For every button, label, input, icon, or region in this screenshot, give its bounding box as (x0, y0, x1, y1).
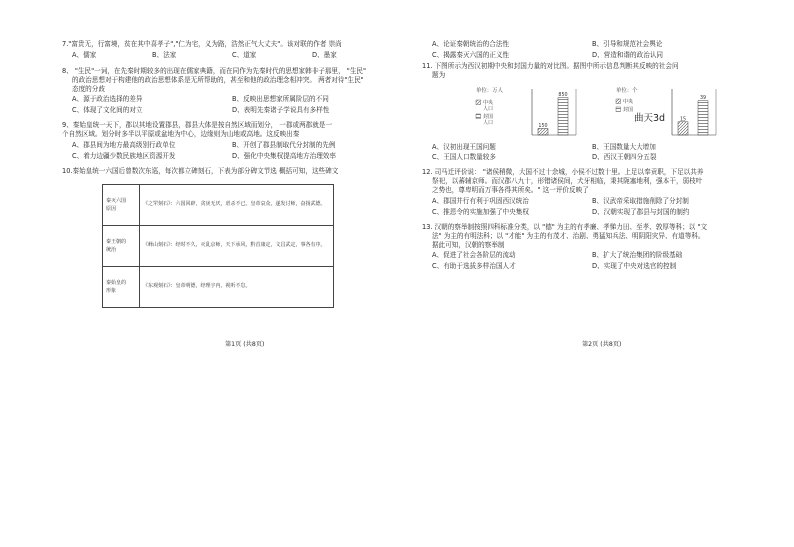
population-bar-chart (474, 83, 584, 141)
legend-label: 中央 (483, 99, 494, 106)
bar (678, 121, 688, 134)
option-a[interactable]: A、郡国并行有利于巩固西汉统治 (432, 197, 529, 206)
legend-swatch (616, 107, 621, 112)
question-11-stem-line-2: 题为 (432, 70, 446, 79)
question-11-stem-line-1: 11. 下图所示为西汉初期中央和封国力量的对比图。据图中所示信息判断其反映的社会问 (422, 61, 679, 70)
question-8-stem-line-3: 态度的分歧 (72, 84, 105, 93)
question-9-options (72, 141, 392, 163)
bar-value-label: 150 (538, 123, 548, 129)
row-label: 秦始皇的 形象 (103, 266, 140, 307)
question-10-stem: 10.秦始皇统一六国后曾数次东巡，每次都立碑刻石，下表为部分碑文节选 概括可知，这些碑文 (62, 166, 339, 175)
option-c[interactable]: C、有助于选拔多样治国人才 (432, 262, 516, 271)
question-12-options (432, 197, 752, 219)
question-13-stem-line-1: 13. 汉朝的察举制按照四科标准分类，以 "德" 为主的有孝廉、孝悌力田、至孝、敦厚等科；以 "文 (422, 222, 708, 231)
watermark-text: 曲天3d (634, 112, 666, 124)
row-label: 秦王朝的 统治 (103, 225, 140, 266)
legend-label: 人口 (483, 119, 494, 126)
option-c[interactable]: C、着力边疆少数民族地区资源开发 (72, 151, 176, 160)
row-content: 《东观刻石》：皇帝明德，经理宇内，视听不怠。 (140, 266, 334, 307)
option-b[interactable]: B、引导和规范社会舆论 (592, 40, 663, 48)
option-d[interactable]: D、强化中央集权提高地方治理效率 (232, 151, 336, 160)
question-8 (62, 67, 392, 117)
legend-swatch (476, 114, 481, 119)
question-11 (422, 62, 752, 165)
option-d[interactable]: D、表明先秦诸子学说具有多样性 (232, 106, 330, 115)
question-9-stem-line-1: 9、秦始皇统一天下，郡以其地设置郡县，郡县大体是按自然区域而划分， 一郡或两郡就是一 (62, 121, 333, 130)
option-c[interactable]: C、道家 (232, 50, 257, 59)
bar-value-label: 850 (558, 92, 568, 98)
row-content: 《峄山刻石》：经时不久，灭乱京师，天下承风，黔首康定，文昌武定，事各有序。 (140, 225, 334, 266)
bar-value-label: 15 (679, 116, 687, 122)
question-9 (62, 121, 392, 163)
option-d[interactable]: D、西汉王朝四分五裂 (592, 153, 657, 162)
table-row (103, 266, 334, 307)
option-c[interactable]: C、推恩令的实施加强了中央集权 (432, 207, 529, 216)
question-8-stem-line-1: 8、 "生民"一词，在先秦时期较多的出现在儒家典籍，而在同作为先秦时代的思想家韩非子那里， "生民" (62, 66, 367, 75)
page-1 (62, 40, 392, 308)
question-12-stem-line-2: 祭祀，以蕃辅京师。而汉郡八九十，形错诸侯间，犬牙相临，秉其阨塞地利，强本干，弱枝叶 (432, 177, 703, 186)
legend-label: 封国 (623, 106, 634, 113)
option-d[interactable]: D、营造和谐的政治认同 (592, 50, 664, 59)
option-c[interactable]: C、王国人口数量较多 (432, 153, 496, 162)
option-a[interactable]: A、论证秦朝统治的合法性 (432, 40, 510, 48)
option-b[interactable]: B、反映出思想家所属阶层的不同 (232, 95, 329, 104)
option-b[interactable]: B、汉武帝采取措施削除了分封制 (592, 197, 689, 206)
row-label: 秦灭六国 原因 (103, 184, 140, 225)
question-11-options (432, 143, 752, 165)
option-b[interactable]: B、王国数量大大增加 (592, 142, 656, 151)
y-axis-unit-label: 单位：个 (616, 87, 638, 94)
option-a[interactable]: A、源于政治选择的差异 (72, 95, 143, 104)
page-2-footer: 第2页 (共8页) (582, 341, 622, 348)
question-13-stem-line-2: 法" 为主的有明法科；以 "才能" 为主的有茂才、治剧、勇猛知兵法、明阴阳灾异、有道等科。 (432, 231, 705, 240)
question-8-options (72, 95, 392, 117)
option-b[interactable]: B、扩大了统治集团的阶级基础 (592, 251, 683, 260)
question-13-stem-line-3: 据此可知，汉朝的察举制 (432, 240, 505, 249)
option-a[interactable]: A、儒家 (72, 50, 97, 59)
page-1-footer: 第1页 (共8页) (225, 341, 265, 348)
inscription-table (102, 184, 334, 308)
legend-swatch (616, 99, 621, 104)
question-9-stem-line-2: 个自然区域。划分时多半以平原或盆地为中心，边缘则为山地或高地。这反映出秦 (62, 130, 300, 139)
row-content: 《之罘刻石》：六国回辟，贪戾无厌，虐杀不已。皇帝哀众，遂发讨师，奋扬武德。 (140, 184, 334, 225)
page-2 (422, 40, 752, 273)
question-12-stem-line-1: 12. 司马迁评价说： "诸侯稍微，大国不过十余城，小侯不过数十里。上足以奉贡职，下足以共养 (422, 168, 704, 177)
y-axis-unit-label: 单位：万人 (476, 87, 503, 94)
question-10-options (432, 40, 752, 62)
bar (538, 128, 548, 135)
table-row (103, 225, 334, 266)
question-12 (422, 168, 752, 218)
legend-label: 中央 (623, 98, 634, 105)
option-c[interactable]: C、揭露秦灭六国的正义性 (432, 50, 510, 59)
question-8-stem-line-2: 的政治思想对于构建他的政治思想体系是无所帮助的，甚至和他的政治理念相冲突。 两者对待"生民" (72, 75, 364, 84)
option-a[interactable]: A、郡县间为地方最高级别行政单位 (72, 141, 176, 150)
option-a[interactable]: A、促进了社会各阶层的流动 (432, 251, 516, 260)
option-b[interactable]: B、开创了郡县制取代分封制的先例 (232, 141, 336, 150)
table-row (103, 184, 334, 225)
question-12-stem-line-3: 之势也，尊卑明而万事各得其所矣。" 这一评价反映了 (432, 186, 589, 195)
question-7-options (72, 51, 392, 60)
bar (698, 100, 708, 134)
question-10 (62, 167, 392, 308)
state-count-bar-chart (614, 83, 724, 141)
question-11-charts (474, 83, 752, 141)
bar-value-label: 39 (699, 95, 707, 101)
legend-label: 封国 (483, 113, 494, 120)
bar (558, 97, 568, 134)
option-b[interactable]: B、法家 (152, 50, 177, 59)
option-c[interactable]: C、体现了文化间的对立 (72, 106, 143, 115)
legend-swatch (476, 100, 481, 105)
option-d[interactable]: D、实现了中央对选官的控制 (592, 262, 677, 271)
option-d[interactable]: D、汉朝实现了郡县与封国的制约 (592, 207, 690, 216)
question-13-options (432, 251, 752, 273)
question-7 (62, 40, 392, 60)
option-a[interactable]: A、汉初出现王国问题 (432, 142, 496, 151)
option-d[interactable]: D、墨家 (312, 50, 337, 59)
legend-label: 人口 (483, 105, 494, 112)
question-7-stem: 7."富贵无，行富境，贫在其中喜孝子","仁为宅，义为路，浩然正气大丈夫"。该对联的作者 崇尚 (62, 40, 342, 48)
question-13 (422, 223, 752, 273)
